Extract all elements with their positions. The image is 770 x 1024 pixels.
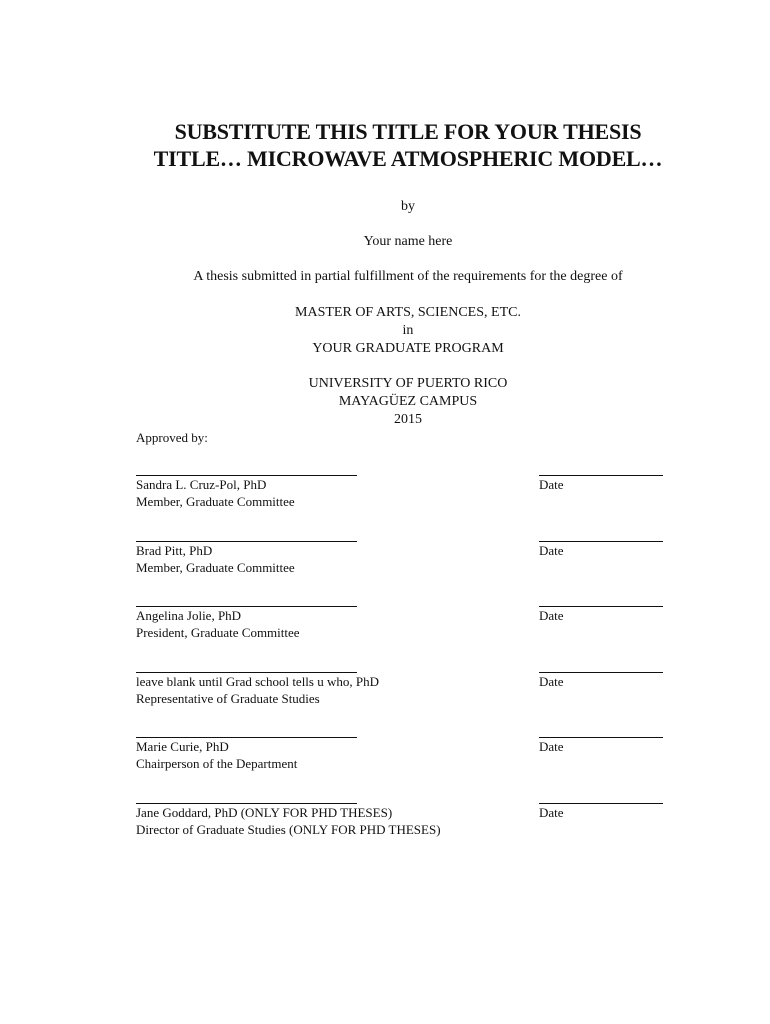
signature-line	[136, 529, 357, 542]
date-line	[539, 463, 663, 476]
signature-block	[136, 725, 666, 777]
signatory-name: Angelina Jolie, PhD	[136, 608, 242, 623]
signatory-role: Member, Graduate Committee	[136, 560, 295, 575]
by-text: by	[401, 199, 415, 214]
signature-block	[136, 529, 666, 581]
degree-in: in	[402, 323, 414, 338]
author-name: Your name here	[363, 234, 453, 249]
thesis-statement	[0, 268, 770, 286]
date-line	[539, 791, 663, 804]
thesis-title-line-1: SUBSTITUTE THIS TITLE FOR YOUR THESIS	[174, 119, 642, 144]
year: 2015	[394, 412, 422, 427]
author-line	[0, 233, 770, 251]
date-line	[539, 725, 663, 738]
date-label: Date	[539, 608, 564, 623]
signatory-name: Marie Curie, PhD	[136, 739, 229, 754]
signature-line	[136, 660, 357, 673]
signature-block	[136, 791, 666, 843]
date-label: Date	[539, 543, 564, 558]
degree-block	[0, 304, 770, 358]
campus-name: MAYAGÜEZ CAMPUS	[338, 394, 478, 409]
signatory-name: leave blank until Grad school tells u who, PhD	[136, 674, 379, 689]
date-line	[539, 660, 663, 673]
signatory-role: Chairperson of the Department	[136, 756, 298, 771]
by-line	[0, 198, 770, 216]
signature-line	[136, 725, 357, 738]
date-label: Date	[539, 477, 564, 492]
date-label: Date	[539, 674, 564, 689]
signature-line	[136, 791, 357, 804]
signatory-role: Representative of Graduate Studies	[136, 691, 320, 706]
approved-by-label: Approved by:	[136, 430, 208, 445]
date-label: Date	[539, 805, 564, 820]
signatory-role: Member, Graduate Committee	[136, 494, 295, 509]
signature-block	[136, 660, 666, 712]
signature-line	[136, 463, 357, 476]
degree-name: MASTER OF ARTS, SCIENCES, ETC.	[295, 305, 521, 320]
degree-program: YOUR GRADUATE PROGRAM	[312, 341, 504, 356]
signatory-name: Sandra L. Cruz-Pol, PhD	[136, 477, 267, 492]
university-name: UNIVERSITY OF PUERTO RICO	[308, 376, 508, 391]
thesis-title	[0, 118, 770, 172]
signatory-role: Director of Graduate Studies (ONLY FOR PHD THESES)	[136, 822, 441, 837]
thesis-title-line-2: TITLE… MICROWAVE ATMOSPHERIC MODEL…	[153, 146, 663, 171]
institution-block	[0, 375, 770, 429]
signature-block	[136, 463, 666, 515]
statement-text: A thesis submitted in partial fulfillment of the requirements for the degree of	[193, 269, 623, 284]
signatory-name: Brad Pitt, PhD	[136, 543, 213, 558]
date-line	[539, 594, 663, 607]
date-line	[539, 529, 663, 542]
signature-block	[136, 594, 666, 646]
signatory-role: President, Graduate Committee	[136, 625, 300, 640]
date-label: Date	[539, 739, 564, 754]
signatory-name: Jane Goddard, PhD (ONLY FOR PHD THESES)	[136, 805, 393, 820]
signature-line	[136, 594, 357, 607]
